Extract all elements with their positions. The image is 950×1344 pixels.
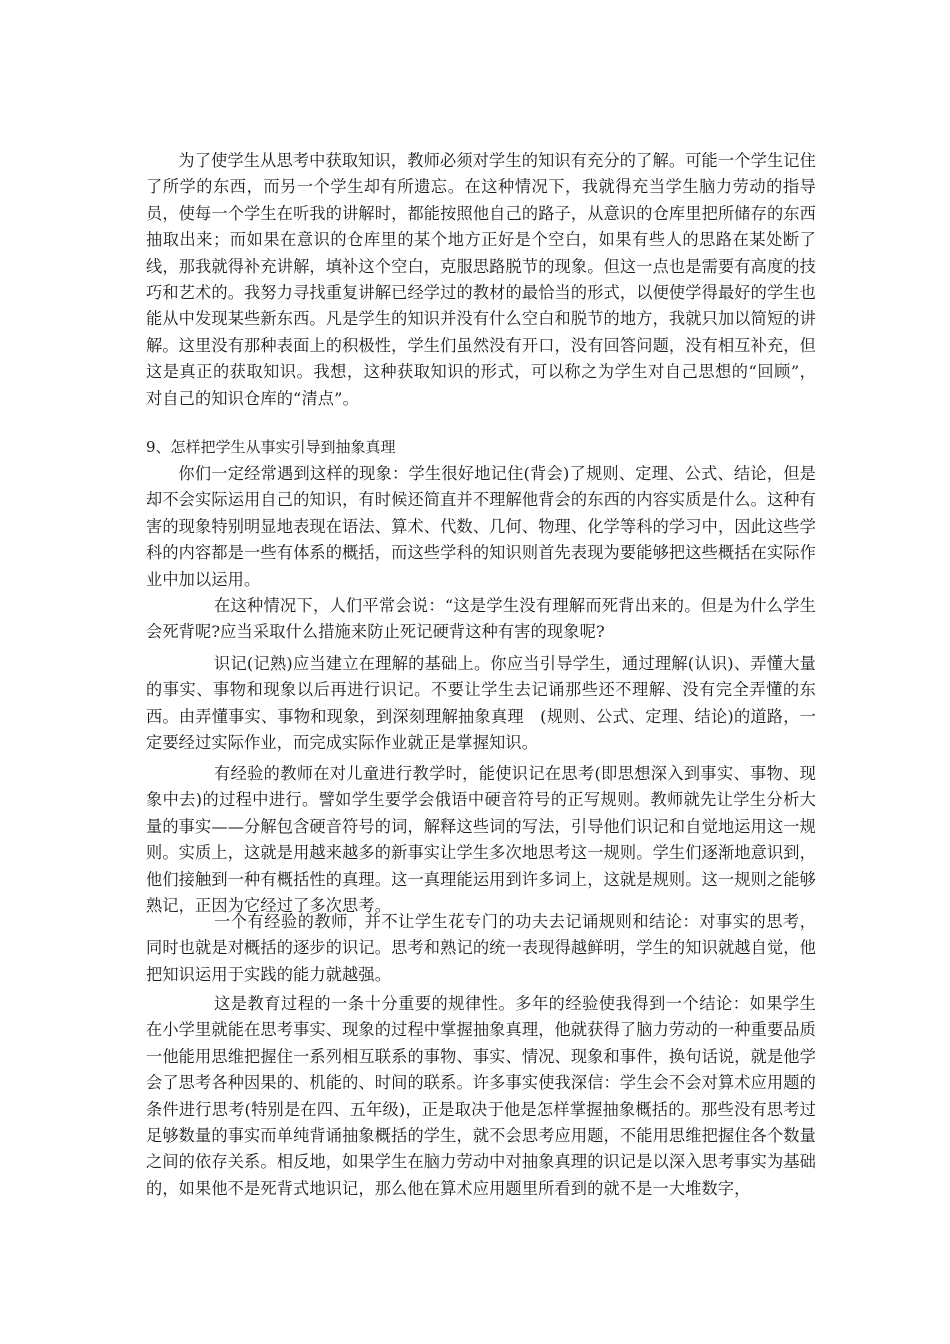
paragraph-common-saying: 在这种情况下，人们平常会说：“这是学生没有理解而死背出来的。但是为什么学生会死背呢?应当采取什么措施来防止死记硬背这种有害的现象呢? <box>146 596 816 642</box>
paragraph-rote-learning-problem: 你们一定经常遇到这样的现象：学生很好地记住(背会)了规则、定理、公式、结论，但是却不会实际运用自己的知识，有时候还简直并不理解他背会的东西的内容实质是什么。这种有害的现象特别明显地表现在语法、算术、代数、几何、物理、化学等科的学习中，因此这些学科的内容都是一些有体系的概括，而这些学科的知识则首先表现为要能够把这些概括在实际作业中加以运用。 <box>146 464 816 589</box>
section-heading: 9、怎样把学生从事实引导到抽象真理 <box>146 438 396 456</box>
paragraph-educational-regularity: 这是教育过程的一条十分重要的规律性。多年的经验使我得到一个结论：如果学生在小学里就能在思考事实、现象的过程中掌握抽象真理，他就获得了脑力劳动的一种重要品质一他能用思维把握住一系列相互联系的事物、事实、情况、现象和事件，换句话说，就是他学会了思考各种因果的、机能的、时间的联系。许多事实使我深信：学生会不会对算术应用题的条件进行思考(特别是在四、五年级)，正是取决于他是怎样掌握抽象概括的。那些没有思考过足够数量的事实而单纯背诵抽象概括的学生，就不会思考应用题，不能用思维把握住各个数量之间的依存关系。相反地，如果学生在脑力劳动中对抽象真理的识记是以深入思考事实为基础的，如果他不是死背式地识记，那么他在算术应用题里所看到的就不是一大堆数字， <box>146 994 816 1198</box>
paragraph-thinking-and-memorizing: 一个有经验的教师，并不让学生花专门的功夫去记诵规则和结论：对事实的思考，同时也就是对概括的逐步的识记。思考和熟记的统一表现得越鲜明，学生的知识就越自觉，他把知识运用于实践的能力就越强。 <box>146 912 816 984</box>
paragraph-review-knowledge: 为了使学生从思考中获取知识，教师必须对学生的知识有充分的了解。可能一个学生记住了所学的东西，而另一个学生却有所遗忘。在这种情况下，我就得充当学生脑力劳动的指导员，使每一个学生在听我的讲解时，都能按照他自己的路子，从意识的仓库里把所储存的东西抽取出来；而如果在意识的仓库里的某个地方正好是个空白，如果有些人的思路在某处断了线，那我就得补充讲解，填补这个空白，克服思路脱节的现象。但这一点也是需要有高度的技巧和艺术的。我努力寻找重复讲解已经学过的教材的最恰当的形式，以便使学得最好的学生也能从中发现某些新东西。凡是学生的知识并没有什么空白和脱节的地方，我就只加以简短的讲解。这里没有那种表面上的积极性，学生们虽然没有开口，没有回答问题，没有相互补充，但这是真正的获取知识。我想，这种获取知识的形式，可以称之为学生对自己思想的“回顾”，对自己的知识仓库的“清点”。 <box>146 151 816 408</box>
paragraph-experienced-teacher-example: 有经验的教师在对儿童进行教学时，能使识记在思考(即思想深入到事实、事物、现象中去)的过程中进行。譬如学生要学会俄语中硬音符号的正写规则。教师就先让学生分析大量的事实——分解包含硬音符号的词，解释这些词的写法，引导他们识记和自觉地运用这一规则。实质上，这就是用越来越多的新事实让学生多次地思考这一规则。学生们逐渐地意识到，他们接触到一种有概括性的真理。这一真理能运用到许多词上，这就是规则。这一规则之能够熟记，正因为它经过了多次思考。 <box>146 764 816 916</box>
paragraph-memorize-with-understanding: 识记(记熟)应当建立在理解的基础上。你应当引导学生，通过理解(认识)、弄懂大量的事实、事物和现象以后再进行识记。不要让学生去记诵那些还不理解、没有完全弄懂的东西。由弄懂事实、事物和现象，到深刻理解抽象真理 (规则、公式、定理、结论)的道路，一定要经过实际作业，而完成实际作业就正是掌握知识。 <box>146 654 816 753</box>
